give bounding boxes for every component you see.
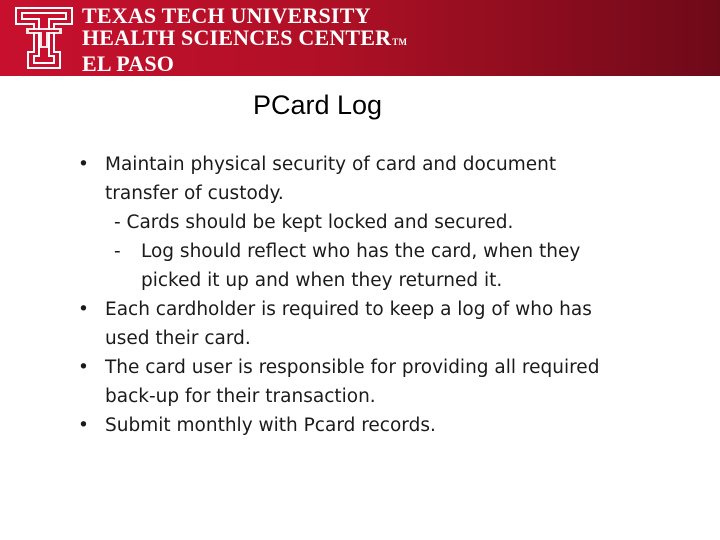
bullet-text-1: Maintain physical security of card and document transfer of custody.: [105, 154, 557, 204]
institution-name: [82, 5, 407, 75]
bullet-text-4: Submit monthly with Pcard records.: [105, 415, 436, 436]
bullet-text-2: Each cardholder is required to keep a log of who has used their card.: [105, 299, 592, 349]
slide-title: PCard Log: [252, 90, 383, 120]
bullet-item-1: [0, 150, 635, 208]
bullet-marker: •: [78, 154, 89, 175]
sub-bullet-item-2: [0, 237, 611, 295]
sub-bullet-item-1: [0, 208, 634, 237]
bullet-marker: •: [78, 299, 89, 320]
bullet-marker: •: [78, 415, 89, 436]
bullet-item-4: [0, 411, 635, 440]
institution-line-2-text: HEALTH SCIENCES CENTER: [82, 25, 392, 50]
bullet-list: [0, 150, 720, 440]
sub-bullet-text-2: Log should reflect who has the card, when they picked it up and when they returned it.: [141, 241, 581, 291]
institution-line-3: EL PASO: [82, 51, 175, 76]
trademark-mark: TM: [392, 37, 408, 47]
institution-line-1: TEXAS TECH UNIVERSITY: [82, 3, 371, 28]
bullet-item-2: [0, 295, 635, 353]
institution-line-2: [82, 27, 407, 53]
bullet-item-3: [0, 353, 635, 411]
bullet-text-3: The card user is responsible for providing all required back-up for their transaction.: [105, 357, 600, 407]
header-banner: [0, 0, 720, 76]
sub-bullet-marker: -: [114, 241, 121, 262]
sub-bullet-text-1: - Cards should be kept locked and secured.: [114, 212, 514, 233]
double-t-logo-icon: [14, 6, 74, 70]
bullet-marker: •: [78, 357, 89, 378]
